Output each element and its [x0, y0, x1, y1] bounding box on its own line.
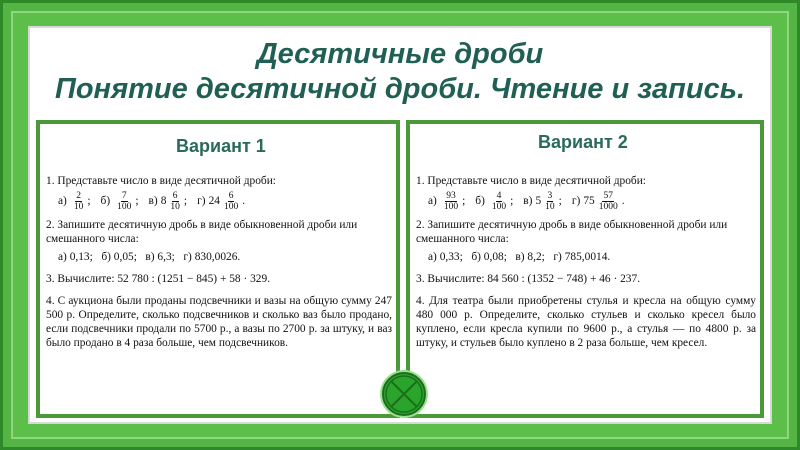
task-1 [416, 174, 756, 214]
denominator: 10 [73, 201, 84, 212]
task-2 [416, 218, 756, 264]
item-label: а) [428, 195, 437, 207]
fraction-item [58, 191, 91, 212]
fraction-item [197, 191, 245, 212]
item-label: б) [475, 195, 485, 207]
fraction-item [101, 191, 139, 212]
numerator: 2 [76, 190, 81, 201]
task-2-text: 2. Запишите десятичную дробь в виде обыкновенной дроби или смешанного числа: [46, 219, 358, 245]
fraction [544, 191, 556, 212]
task-3 [46, 272, 392, 286]
denominator: 100 [223, 201, 239, 212]
variant-2-panel [406, 120, 764, 418]
item-label: г) [197, 195, 206, 207]
task-1-fractions [46, 188, 392, 214]
fraction-item [428, 191, 465, 212]
numerator: 4 [496, 190, 502, 201]
numerator: 93 [446, 190, 456, 201]
variant-2-tasks [416, 174, 756, 354]
cross-circle-icon[interactable] [382, 372, 426, 416]
item-label: а) [58, 195, 67, 207]
task-3-text: 3. Вычислите: 52 780 : (1251 − 845) + 58 · 329. [46, 273, 271, 285]
item-label: в) [148, 195, 158, 207]
item-suffix: ; [135, 195, 139, 207]
denominator: 100 [491, 201, 507, 212]
denominator: 100 [117, 201, 132, 212]
task-4 [416, 294, 756, 350]
fraction [443, 191, 459, 212]
task-3-text: 3. Вычислите: 84 560 : (1352 − 748) + 46 · 237. [416, 273, 641, 285]
fraction-item [475, 191, 513, 212]
fraction [116, 191, 132, 212]
denominator: 100 [443, 201, 459, 212]
numerator: 7 [121, 190, 127, 201]
item-label: г) [571, 195, 581, 207]
task-1-text: 1. Представьте число в виде десятичной дроби: [416, 175, 646, 187]
task-2-values: а) 0,13; б) 0,05; в) 6,3; г) 830,0026. [58, 251, 241, 263]
numerator: 6 [172, 190, 178, 201]
fraction [598, 191, 619, 212]
item-suffix: . [242, 195, 246, 207]
task-2-values: а) 0,33; б) 0,08; в) 8,2; г) 785,0014. [428, 251, 611, 263]
task-1-text: 1. Представьте число в виде десятичной дроби: [46, 175, 276, 187]
item-suffix: . [621, 195, 625, 207]
slide-subtitle: Понятие десятичной дроби. Чтение и запись. [54, 73, 746, 105]
item-label: б) [100, 195, 111, 207]
numerator: 3 [547, 190, 553, 201]
fraction-whole: 8 [160, 195, 167, 207]
denominator: 10 [170, 201, 180, 212]
fraction-whole: 5 [535, 195, 542, 207]
task-1 [46, 174, 392, 214]
fraction [169, 191, 181, 212]
fraction-item [149, 191, 188, 212]
item-suffix: ; [183, 195, 188, 207]
slide-title: Десятичные дроби [256, 38, 544, 70]
task-2 [46, 218, 392, 264]
item-label: в) [523, 195, 533, 207]
task-1-fractions [416, 188, 756, 214]
variant-1-panel [36, 120, 400, 418]
denominator: 10 [545, 201, 555, 212]
fraction-item [572, 191, 625, 212]
fraction [223, 191, 239, 212]
task-4-text: 4. Для театра были приобретены стулья и кресла на общую сумму 480 000 р. Определите, сколько стульев и сколько кресел было куплено, если кресла купили по 9600 р., а стулья — по 4800 р. за штуку, и стульев было куплено в 2 раза больше, чем кресел. [416, 295, 756, 349]
variant-1-heading: Вариант 1 [176, 136, 266, 156]
variant-2-heading: Вариант 2 [538, 132, 628, 152]
item-suffix: ; [510, 195, 514, 207]
fraction [73, 191, 85, 212]
denominator: 1000 [598, 201, 618, 212]
numerator: 6 [228, 190, 234, 201]
task-4 [46, 294, 392, 350]
numerator: 57 [603, 190, 613, 201]
task-3 [416, 272, 756, 286]
variant-1-tasks [46, 174, 392, 354]
task-4-text: 4. С аукциона были проданы подсвечники и вазы на общую сумму 247 500 р. Определите, сколько подсвечников и сколько ваз было продано, если подсвечники продали по 5700 р., а вазы по 2700 р. за штуку, и ваз было продано в 4 раза больше, чем подсвечников. [46, 295, 392, 349]
item-suffix: ; [558, 195, 562, 207]
fraction [491, 191, 507, 212]
task-2-text: 2. Запишите десятичную дробь в виде обыкновенной дроби или смешанного числа: [416, 219, 728, 245]
fraction-whole: 75 [583, 195, 595, 207]
item-suffix: ; [462, 195, 466, 207]
fraction-item [523, 191, 562, 212]
fraction-whole: 24 [208, 195, 220, 207]
item-suffix: ; [87, 195, 91, 207]
